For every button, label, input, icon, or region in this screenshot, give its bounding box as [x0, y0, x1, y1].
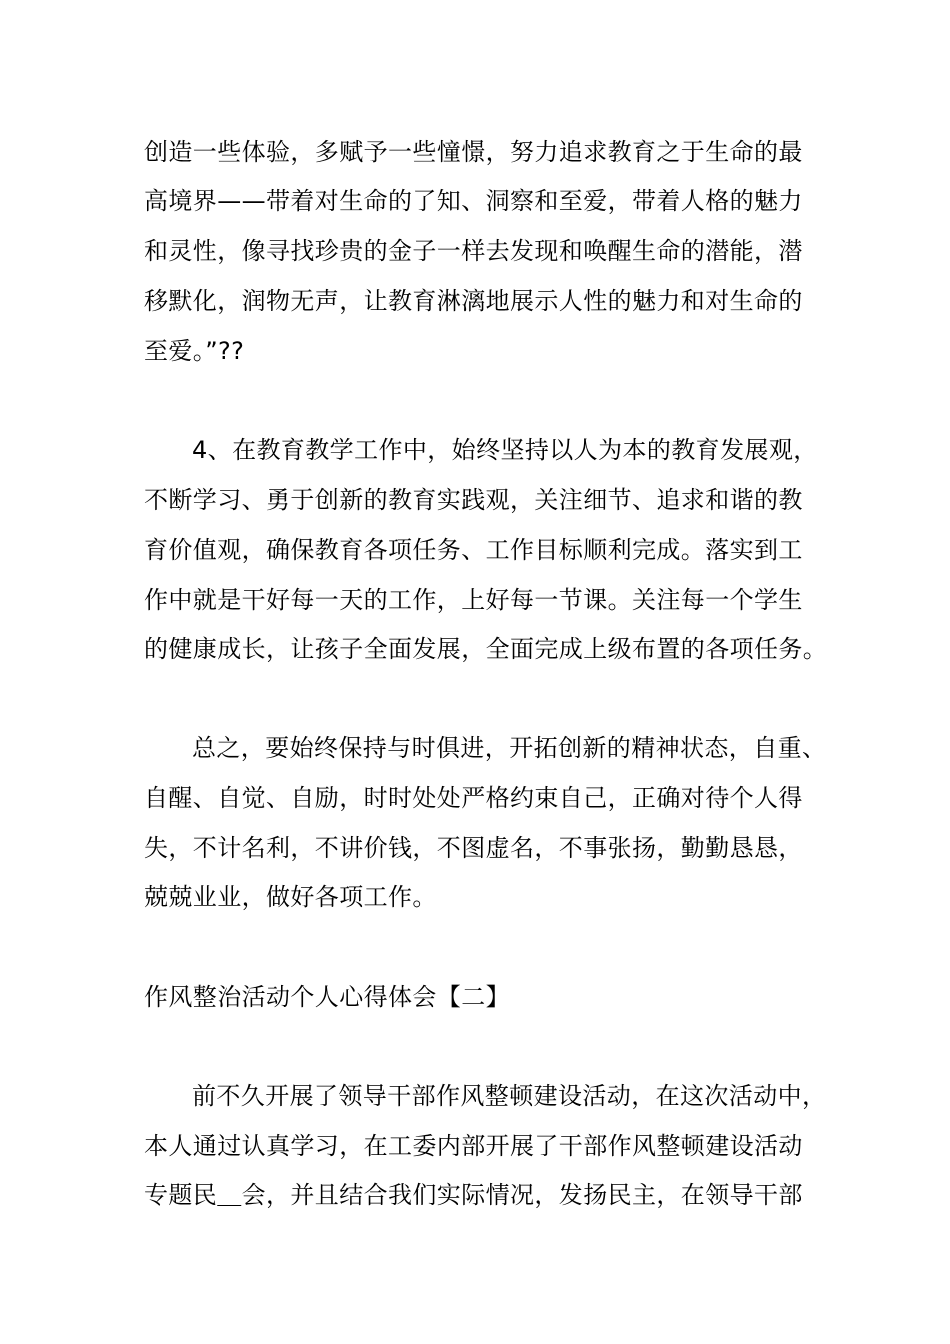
paragraph-4-line-2: 本人通过认真学习，在工委内部开展了干部作风整顿建设活动 [144, 1132, 803, 1160]
paragraph-3-line-3: 失，不计名利，不讲价钱，不图虚名，不事张扬，勤勤恳恳， [144, 834, 803, 862]
paragraph-2-line-2: 不断学习、勇于创新的教育实践观，关注细节、追求和谐的教 [144, 486, 803, 514]
paragraph-1-line-4: 移默化，润物无声，让教育淋漓地展示人性的魅力和对生命的 [144, 287, 803, 315]
paragraph-4-line-1: 前不久开展了领导干部作风整顿建设活动，在这次活动中， [192, 1082, 827, 1110]
paragraph-4-line-3: 专题民＿会，并且结合我们实际情况，发扬民主，在领导干部 [144, 1181, 803, 1209]
paragraph-1-line-5: 至爱。”?? [144, 337, 245, 365]
paragraph-2-line-4: 作中就是干好每一天的工作，上好每一节课。关注每一个学生 [144, 586, 803, 614]
paragraph-3-line-1: 总之，要始终保持与时俱进，开拓创新的精神状态，自重、 [192, 734, 827, 762]
paragraph-1-line-1: 创造一些体验，多赋予一些憧憬，努力追求教育之于生命的最 [144, 138, 803, 166]
paragraph-2-line-1: 4、在教育教学工作中，始终坚持以人为本的教育发展观， [192, 436, 818, 464]
paragraph-3-line-4: 兢兢业业，做好各项工作。 [144, 883, 437, 911]
paragraph-1-line-3: 和灵性，像寻找珍贵的金子一样去发现和唤醒生命的潜能，潜 [144, 237, 803, 265]
paragraph-1-line-2: 高境界——带着对生命的了知、洞察和至爱，带着人格的魅力 [144, 187, 803, 215]
paragraph-2-line-3: 育价值观，确保教育各项任务、工作目标顺利完成。落实到工 [144, 536, 803, 564]
paragraph-3-line-2: 自醒、自觉、自励，时时处处严格约束自己，正确对待个人得 [144, 784, 803, 812]
paragraph-2-line-5: 的健康成长，让孩子全面发展，全面完成上级布置的各项任务。 [144, 635, 828, 663]
section-heading: 作风整治活动个人心得体会【二】 [144, 983, 510, 1011]
